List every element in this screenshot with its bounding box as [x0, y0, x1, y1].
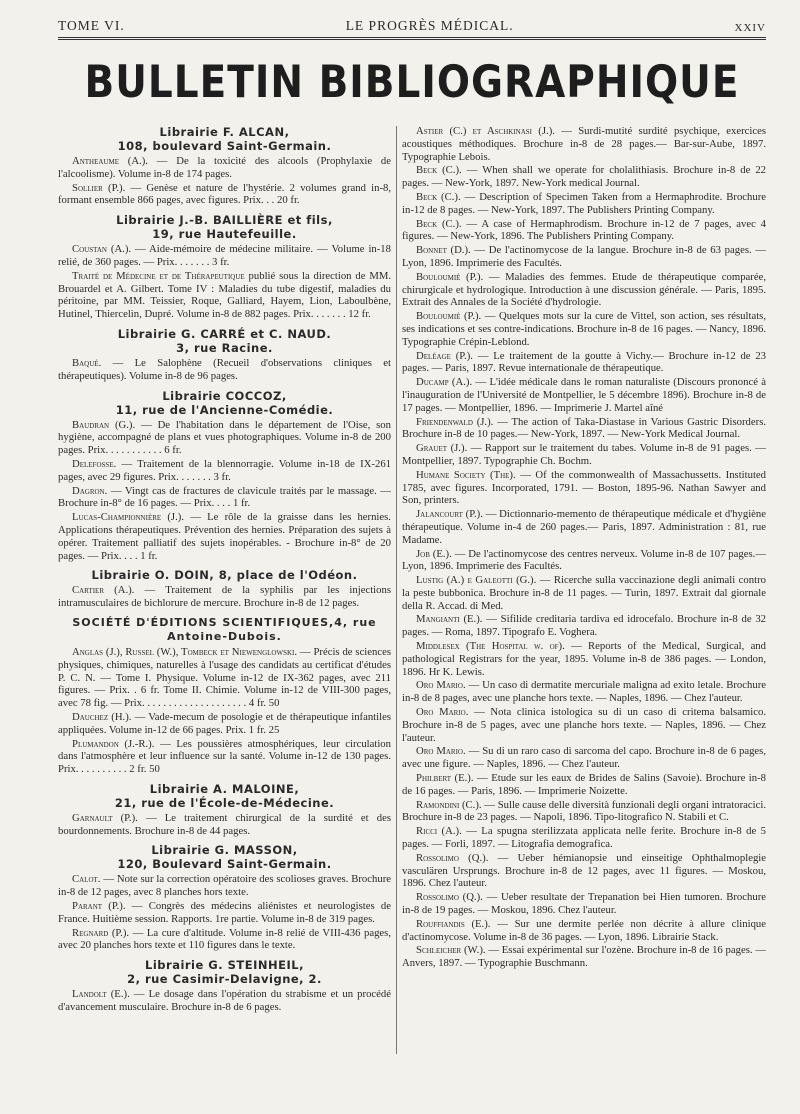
entry-author: Ducamp (A.).	[416, 376, 473, 389]
entry-text: — L'idée médicale dans le roman naturaliste (Discours prononcé à l'inauguration de l'Université de Montpellier, le 5 décembre 1896). Brochure in-8 de 17 pages. — Montpellier, 1896. — Imprimerie J. Martel aîné	[402, 376, 766, 414]
entry-text: — Sulle cause delle diversità funzionali degli organi intratoracici. Brochure in-8 de 23 pages. — Napoli, 1896. Tipo-litografico N. Stabili et C.	[402, 798, 766, 824]
entry-author: Humane Society (The).	[416, 468, 516, 481]
entry-text: — Reports of the Medical, Surgical, and pathological Registrars for the year, 1895. Volume in-8 de 386 pages. — London, 1896. Hr K. Lewis.	[402, 640, 766, 678]
entry-author: Middlesex (The Hospital w. of).	[416, 640, 565, 653]
bibliography-entry	[402, 376, 766, 414]
bibliography-entry	[402, 442, 766, 468]
entry-author: Friendenwald (J.).	[416, 415, 494, 428]
publisher-heading	[58, 389, 391, 417]
entry-author: Anglas (J.), Russel (W.), Tombeck et Niewenglowski.	[72, 645, 298, 658]
bibliography-entry	[58, 900, 391, 926]
bibliography-entry	[402, 613, 766, 639]
publisher-address: 11, rue de l'Ancienne-Comédie.	[115, 402, 334, 417]
entry-author: Deléage (P.).	[416, 349, 473, 362]
entry-author: Coustan (A.).	[72, 243, 132, 256]
publisher-address: 2, rue Casimir-Delavigne, 2.	[127, 972, 322, 987]
publisher-heading	[58, 958, 391, 986]
bibliography-entry	[58, 458, 391, 484]
entry-author: Cartier (A.).	[72, 584, 135, 597]
bibliography-entry	[58, 646, 391, 710]
entry-text: — Quelques mots sur la cure de Vittel, son action, ses résultats, ses indications et ses contre-indications. Brochure in-8 de 16 pages. — Nancy, 1896. Typographie Crépin-Leblond.	[402, 310, 766, 348]
entry-text: — La spugna sterilizzata applicata nelle ferite. Brochure in-8 de 5 pages. — Forli, 1897. — Litografia demografica.	[402, 825, 766, 851]
entry-author: Schleicher (W.).	[416, 944, 486, 957]
entry-author: Oro Mario.	[416, 745, 466, 758]
entry-author: Philbert (E.).	[416, 772, 474, 785]
bibliography-entry	[58, 485, 391, 511]
entry-text: — A case of Hermaphrodism. Brochure in-12 de 7 pages, avec 4 figures. — New-York, 1896. The Publishers Printing Company.	[402, 217, 766, 243]
bibliography-entry	[58, 738, 391, 776]
entry-author: Beck (C.).	[416, 190, 461, 203]
entry-author: Antheaume (A.).	[72, 155, 148, 167]
entry-author: Rouffiandis (E.).	[416, 917, 491, 930]
entry-text: publié sous la direction de MM. Brouardel et A. Gilbert. Tome IV : Maladies du tube digestif, maladies du péritoine, par MM. Teissier, Roque, Galliard, Hayem, Lion, Laboulbène, Hutinel, Thiercelin, Dupré. Volume in-8 de 882 pages. Prix. . . . . . . 12 fr.	[58, 269, 391, 321]
entry-author: Sollier (P.).	[72, 181, 126, 194]
publisher-name: Librairie J.-B. BAILLIÈRE et fils,	[116, 213, 333, 228]
bibliography-entry	[402, 508, 766, 546]
entry-author: Jalancourt (P.).	[416, 508, 483, 521]
bibliography-entry	[58, 419, 391, 457]
entry-text: — Rapport sur le traitement du tabes. Volume in-8 de 91 pages. — Montpellier, 1897. Typographie Ch. Bochm.	[402, 442, 766, 467]
left-column	[58, 125, 391, 1106]
entry-author: Oro Mario.	[416, 706, 469, 719]
entry-text: — Note sur la correction opératoire des scolioses graves. Brochure in-8 de 12 pages, avec 8 planches hors texte.	[58, 873, 391, 899]
bibliography-entry	[402, 706, 766, 744]
bibliography-entry	[402, 125, 766, 163]
page-title: BULLETIN BIBLIOGRAPHIQUE	[84, 56, 740, 109]
entry-text: — Surdi-mutité surdité psychique, exercices acoustiques méthodiques. Brochure in-8 de 28 pages.— Bar-sur-Aube, 1897. Typographie Lebois.	[402, 125, 766, 163]
entry-text: — Précis de sciences physiques, chimiques, naturelles à l'usage des candidats au certificat d'études P. C. N. — Tome I. Physique. Volume in-12 de IX-362 pages, avec 211 figures. — Prix. . 6 fr. Tome II. Chimie. Volume in-12 de VIII-300 pages, avec 78 fig. — Prix. . . . . . . . . . . . . . . . . . . . 4 fr. 50	[58, 645, 391, 710]
publisher-heading	[58, 782, 391, 810]
entry-text: — Vingt cas de fractures de clavicule traités par le massage. — Brochure in-8° de 16 pages. — Prix. . . . 1 fr.	[58, 484, 391, 510]
entry-text: — De la toxicité des alcools (Prophylaxie de l'alcoolisme). Volume in-8 de 174 pages.	[58, 155, 391, 180]
entry-author: Beck (C.).	[416, 217, 462, 230]
entry-author: Bouloumié (P.).	[416, 270, 484, 283]
column-divider	[396, 126, 397, 1054]
entry-author: Grauet (J.).	[416, 442, 468, 455]
entry-text: — Traitement de la blennorragie. Volume in-18 de IX-261 pages, avec 29 figures. Prix. . . . . . . 3 fr.	[58, 457, 391, 483]
entry-author: Garnault (P.).	[72, 811, 138, 824]
entry-text: — Of the commonwealth of Massachussetts. Instituted 1785, avec figures. Incorporated, 1791. — Boston, 1895-96. Nathan Sawyer and Son, printers.	[402, 468, 766, 507]
entry-text: — Nota clinica istologica su di un caso di critema balsamico. Brochure in-8 de 5 pages, avec une planche hors texte. — Naples, 1896. — Chez l'auteur.	[402, 706, 766, 744]
bibliography-entry	[402, 640, 766, 678]
entry-text: — Un caso di dermatite mercuriale maligna ad exito letale. Brochure in-8 de 8 pages, avec une planche hors texte. — Naples, 1896. — Chez l'auteur.	[402, 679, 766, 705]
bibliography-entry	[58, 243, 391, 269]
entry-text: — Dictionnario-memento de thérapeutique médicale et d'hygiène thérapeutique. Volume in-4 de 260 pages.— Paris, 1897. Administration : 81, rue Madame.	[402, 508, 766, 546]
entry-author: Dauchez (H.).	[72, 710, 132, 723]
bibliography-entry	[402, 310, 766, 348]
publisher-name: Librairie COCCOZ,	[162, 388, 287, 403]
entry-author: Delefosse.	[72, 457, 117, 470]
entry-text: — Essai expérimental sur l'ozène. Brochure in-8 de 16 pages. — Anvers, 1897. — Typographie Buschmann.	[402, 944, 766, 970]
entry-author: Parant (P.).	[72, 900, 126, 913]
entry-text: — De l'habitation dans le département de l'Oise, son hygiène, accompagné de plans et vues photographiques. Volume in-8 de 200 pages. Prix. . . . . . . . . . . 6 fr.	[58, 418, 391, 457]
publisher-heading	[58, 568, 391, 582]
entry-author: Rossolimo (Q.).	[416, 891, 483, 904]
page-number: XXIV	[734, 22, 766, 34]
entry-text: — Les poussières atmosphériques, leur circulation dans l'atmosphère et leur influence sur la santé. Volume in-12 de 130 pages. Prix. . . . . . . . . . 2 fr. 50	[58, 737, 391, 776]
entry-text: — Ricerche sulla vaccinazione degli animali contro la peste bubbonica. Brochure in-8 de 11 pages. — Turin, 1897. Extrait dal giornale della R. Accad. di Med.	[402, 574, 766, 612]
publisher-name: Librairie G. CARRÉ et C. NAUD.	[117, 326, 332, 341]
entry-author: Lustig (A.) e Galeotti (G.).	[416, 574, 537, 587]
entry-text: — Ueber hémianopsie und einseitige Ophthalmoplegie vasculären Ursprungs. Brochure in-8 de 12 pages, avec 11 figures. — Moskou, 1896. Chez l'auteur.	[402, 851, 766, 890]
publisher-address: 108, boulevard Saint-Germain.	[117, 139, 332, 153]
entry-author: Rossolimo (Q.).	[416, 851, 489, 864]
entry-author: Landolt (E.).	[72, 988, 130, 1001]
publisher-address: 3, rue Racine.	[176, 340, 273, 355]
publisher-address: 120, Boulevard Saint-Germain.	[117, 857, 332, 872]
entry-author: Astier (C.) et Aschkinasi (J.).	[416, 125, 555, 137]
bibliography-entry	[402, 574, 766, 612]
publisher-name: Librairie O. DOIN, 8, place de l'Odéon.	[91, 568, 358, 583]
bibliography-entry	[402, 825, 766, 851]
entry-text: — Vade-mecum de posologie et de thérapeutique infantiles appliquées. Volume in-12 de 66 pages. Prix. 1 fr. 25	[58, 710, 391, 736]
entry-text: — Le dosage dans l'opération du strabisme et un procédé d'avancement musculaire. Brochure in-8 de 6 pages.	[58, 988, 391, 1014]
bibliography-entry	[58, 155, 391, 181]
entry-author: Plumandon (J.-R.).	[72, 737, 155, 750]
entry-text: — Etude sur les eaux de Brides de Salins (Savoie). Brochure in-8 de 16 pages. — Paris, 1896. — Imprimerie Noizette.	[402, 772, 766, 797]
entry-author: Dagron.	[72, 484, 108, 497]
bibliography-entry	[402, 469, 766, 507]
entry-author: Ramondini (C.).	[416, 798, 482, 811]
bibliography-entry	[58, 511, 391, 562]
publisher-name: Librairie F. ALCAN,	[159, 125, 290, 139]
bibliography-entry	[402, 772, 766, 798]
bibliography-entry	[58, 357, 391, 383]
bibliography-entry	[402, 852, 766, 890]
bibliography-entry	[402, 271, 766, 309]
publisher-heading	[58, 213, 391, 241]
entry-text: — De l'actinomycose de la langue. Brochure in-8 de 63 pages. — Lyon, 1896. Imprimerie des Facultés.	[402, 244, 766, 269]
entry-author: Job (E.).	[416, 547, 452, 560]
bibliography-entry	[402, 218, 766, 244]
society-heading	[58, 616, 391, 644]
entry-author: Oro Mario.	[416, 679, 466, 692]
entry-text: — Maladies des femmes. Etude de thérapeutique comparée, chirurgicale et hydrologique. Introduction à une discussion générale. — Paris, 1895. Extrait des Annales de la Société d'hydrologie.	[402, 270, 766, 309]
bibliography-entry	[58, 711, 391, 737]
bibliography-entry	[58, 584, 391, 610]
bibliography-entry	[402, 191, 766, 217]
entry-author: Bouloumié (P.).	[416, 310, 482, 323]
entry-text: — Le Salophène (Recueil d'observations cliniques et thérapeutiques). Volume in-8 de 96 pages.	[58, 356, 391, 382]
publisher-heading	[58, 327, 391, 355]
publisher-name: SOCIÉTÉ D'ÉDITIONS SCIENTIFIQUES,	[72, 615, 335, 629]
bibliography-entry	[402, 891, 766, 917]
entry-text: — De l'actinomycose des centres nerveux. Volume in-8 de 107 pages.— Lyon, 1896. Imprimerie des Facultés.	[402, 547, 766, 573]
entry-text: — Description of Specimen Taken from a Hermaphrodite. Brochure in-12 de 8 pages. — New-York, 1897. The Publishers Printing Company.	[402, 190, 766, 216]
bibliography-entry	[402, 164, 766, 190]
bibliography-entry	[58, 873, 391, 899]
publisher-name: Librairie G. STEINHEIL,	[145, 958, 304, 973]
entry-author: Mangianti (E.).	[416, 613, 483, 626]
entry-text: — Ueber resultate der Trepanation bei Hien tumoren. Brochure in-8 de 19 pages. — Moskou, 1896. Chez l'auteur.	[402, 891, 766, 917]
entry-text: — Sur une dermite perlée non décrite à allure clinique d'actinomycose. Volume in-8 de 36 pages. — Lyon, 1896. Librairie Stack.	[402, 917, 766, 943]
publisher-heading	[58, 125, 391, 153]
bibliography-entry	[402, 548, 766, 574]
journal-title: LE PROGRÈS MÉDICAL.	[345, 18, 514, 33]
entry-author: Baqué.	[72, 356, 102, 369]
entry-author: Regnard (P.).	[72, 926, 130, 939]
entry-text: — When shall we operate for cholalithiasis. Brochure in-8 de 22 pages. — New-York, 1897. New-York medical Journal.	[402, 164, 766, 190]
right-column	[402, 125, 766, 1106]
entry-text: — Traitement de la syphilis par les injections intramusculaires de bichlorure de mercure. Brochure in-8 de 12 pages.	[58, 584, 391, 610]
publisher-heading	[58, 843, 391, 871]
entry-author: Ricci (A.).	[416, 825, 462, 838]
entry-author: Beck (C.).	[416, 164, 462, 177]
entry-text: — Le traitement de la goutte à Vichy.— Brochure in-12 de 23 pages. — Paris, 1897. Revue internationale de thérapeutique.	[402, 349, 766, 375]
publisher-address: 21, rue de l'École-de-Médecine.	[114, 795, 335, 810]
entry-text: — Genèse et nature de l'hystérie. 2 volumes grand in-8, formant ensemble 866 pages, avec figures. Prix. . . 20 fr.	[58, 181, 391, 207]
bibliography-entry	[58, 182, 391, 208]
entry-author: Calot.	[72, 873, 101, 886]
bibliography-entry	[402, 745, 766, 771]
entry-text: — Aide-mémoire de médecine militaire. — Volume in-18 relié, de 360 pages. — Prix. . . . . . . 3 fr.	[58, 243, 391, 268]
bibliography-entry	[402, 679, 766, 705]
volume-label: TOME VI.	[58, 18, 125, 33]
bibliography-entry	[58, 270, 391, 321]
publisher-name: Librairie A. MALOINE,	[149, 781, 300, 796]
publisher-address: 19, rue Hautefeuille.	[152, 227, 297, 242]
entry-text: — Le rôle de la graisse dans les hernies. Applications thérapeutiques. Prévention des hernies. Préparation des sujets à opérer. Traitement palliatif des sujets inopérables. - Brochure in-8° de 20 pages. — Prix. . . . 1 fr.	[58, 511, 391, 562]
bibliography-entry	[402, 944, 766, 970]
publisher-name: Librairie G. MASSON,	[151, 843, 298, 858]
entry-text: — The action of Taka-Diastase in Various Gastric Disorders. Brochure in-8 de 10 pages.— New-York, 1897. — New-York Medical Journal.	[402, 415, 766, 441]
entry-author: Traité de Médecine et de Thérapeutique	[72, 269, 245, 282]
entry-text: — Su di un raro caso di sarcoma del capo. Brochure in-8 de 6 pages, avec une figure. — Naples, 1896. — Chez l'auteur.	[402, 745, 766, 771]
entry-author: Baudran (G.).	[72, 418, 136, 431]
entry-text: — La cure d'altitude. Volume in-8 relié de VIII-436 pages, avec 20 planches hors texte et 110 figures dans le texte.	[58, 926, 391, 952]
entry-author: Lucas-Championnière (J.).	[72, 511, 184, 524]
bibliography-entry	[58, 927, 391, 953]
bibliography-entry	[402, 244, 766, 270]
entry-text: — Le traitement chirurgical de la surdité et des bourdonnements. Brochure in-8 de 44 pages.	[58, 811, 391, 837]
bibliography-entry	[58, 812, 391, 838]
running-head	[58, 10, 766, 40]
entry-text: — Congrès des médecins aliénistes et neurologistes de France. Huitième session. Rapports. 1re partie. Volume in-8 de 319 pages.	[58, 900, 391, 925]
publisher-address: 4, rue Antoine-Dubois.	[167, 615, 377, 643]
bibliography-entry	[58, 988, 391, 1014]
bibliography-entry	[402, 350, 766, 376]
bibliography-entry	[402, 416, 766, 442]
entry-text: — Sifilide creditaria tardiva ed idrocefalo. Brochure in-8 de 32 pages. — Roma, 1897. Tipografo E. Voghera.	[402, 613, 766, 639]
bibliography-entry	[402, 918, 766, 944]
entry-author: Bonnet (D.).	[416, 244, 471, 257]
bibliography-entry	[402, 799, 766, 825]
